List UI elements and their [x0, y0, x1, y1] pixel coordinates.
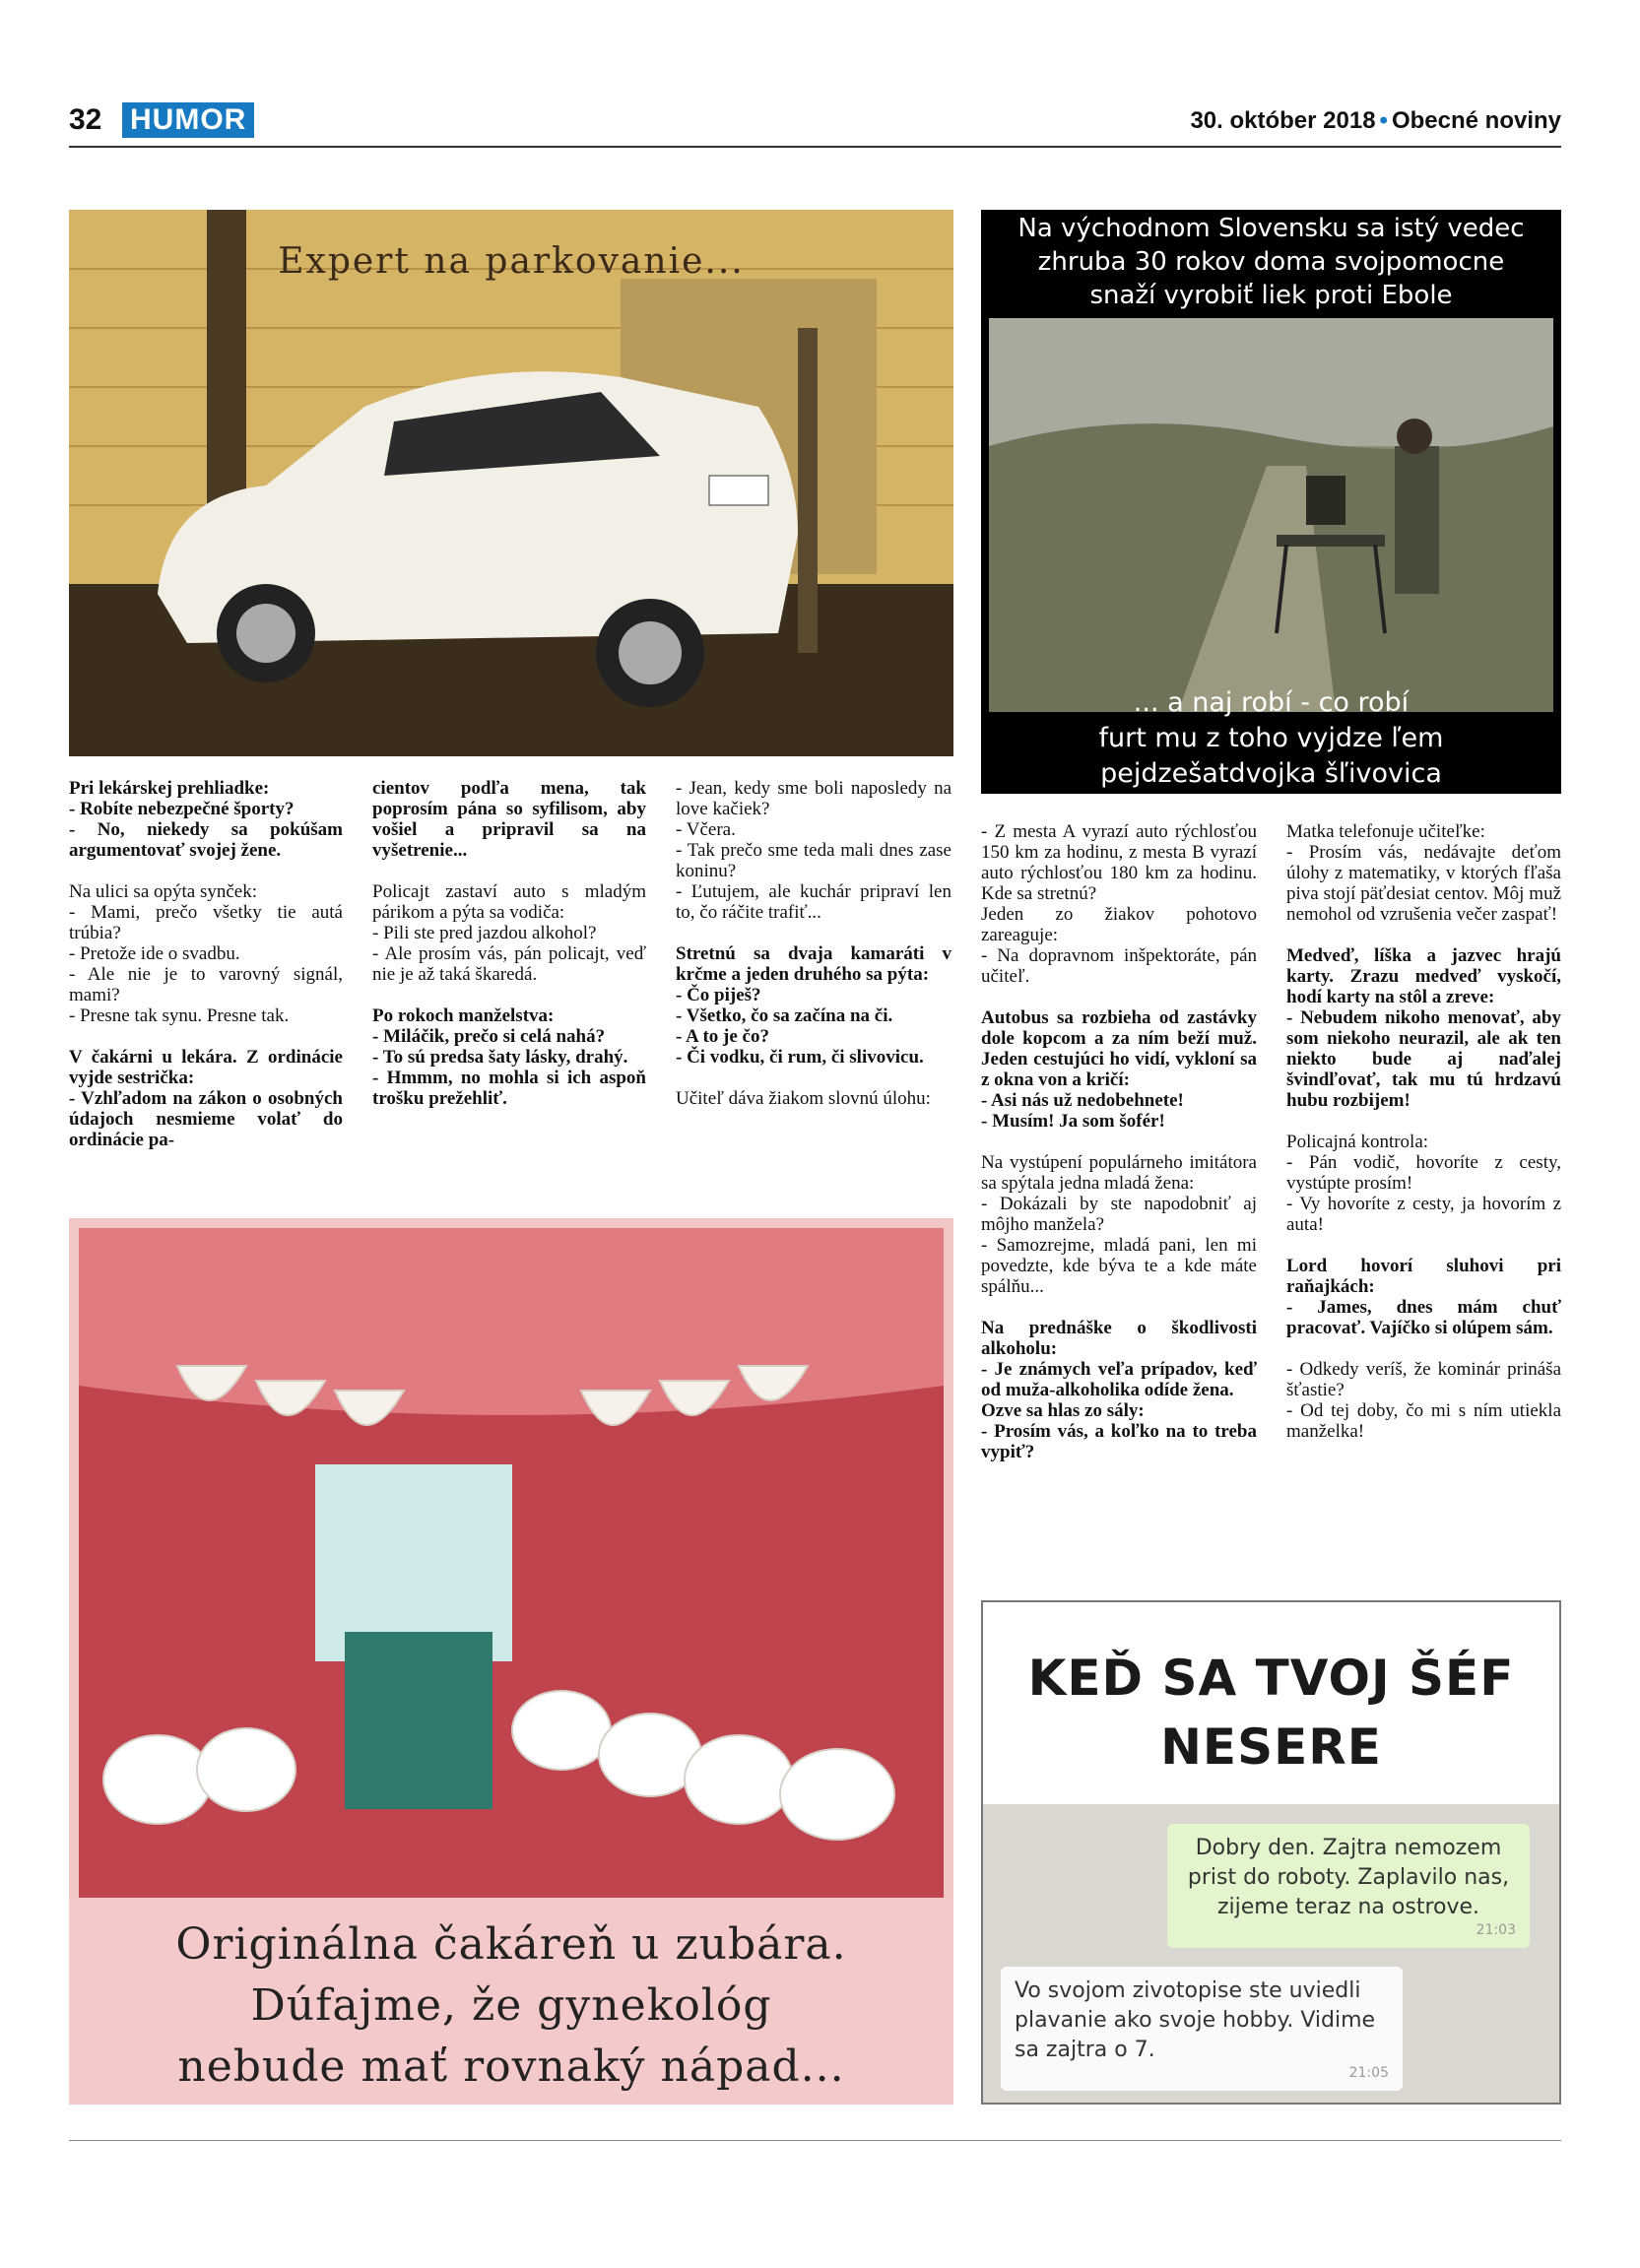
joke-line: - Včera. — [676, 819, 736, 840]
joke-title: Medveď, líška a jazvec hrajú karty. Zrazu medveď vyskočí, hodí karty na stôl a zreve: — [1286, 945, 1561, 1007]
ebola-caption-top-line: Na východnom Slovensku sa istý vedec — [1017, 214, 1525, 243]
parking-photo — [69, 210, 953, 756]
ebola-caption-top — [981, 212, 1561, 312]
joke — [69, 1047, 343, 1150]
issue-info — [1190, 106, 1561, 136]
joke-line: - Ľutujem, ale kuchár pripraví len to, čo ráčite trafiť... — [676, 881, 951, 923]
ebola-caption-bottom-line: furt mu z toho vyjdze ľem — [1098, 723, 1444, 753]
joke-line: - Vy hovoríte z cesty, ja hovorím z auta! — [1286, 1194, 1561, 1235]
joke-column-1 — [69, 778, 343, 1171]
joke — [1286, 1256, 1561, 1338]
joke-line: - Mami, prečo všetky tie autá trúbia? — [69, 902, 343, 943]
joke-title: Autobus sa rozbieha od zastávky dole kopcom a za ním beží muž. Jeden cestujúci ho vidí, vykloní sa z okna von a kričí: — [981, 1007, 1257, 1090]
joke-line: Matka telefonuje učiteľke: — [1286, 821, 1485, 842]
joke-line: - Pili ste pred jazdou alkohol? — [372, 923, 597, 943]
joke-line: Policajná kontrola: — [1286, 1132, 1429, 1152]
joke-title: Na prednáške o škodlivosti alkoholu: — [981, 1318, 1257, 1359]
page-number: 32 — [69, 103, 102, 136]
chat-message-received — [1001, 1967, 1403, 2091]
joke-line: Učiteľ dáva žiakom slovnú úlohu: — [676, 1088, 931, 1109]
joke-title: V čakárni u lekára. Z ordinácie vyjde sestrička: — [69, 1047, 343, 1088]
dentist-caption-line: Dúfajme, že gynekológ — [250, 1980, 772, 2031]
joke — [69, 778, 343, 861]
joke-title: Stretnú sa dvaja kamaráti v krčme a jeden druhého sa pýta: — [676, 943, 951, 985]
joke-line: - Ale nie je to varovný signál, mami? — [69, 964, 343, 1005]
header-rule — [69, 146, 1561, 148]
joke — [981, 821, 1257, 987]
joke — [69, 881, 343, 1026]
joke-line: Jeden zo žiakov pohotovo zareaguje: — [981, 904, 1257, 945]
joke — [372, 778, 646, 861]
joke — [1286, 1132, 1561, 1235]
boss-caption — [983, 1644, 1559, 1782]
parking-caption: Expert na parkovanie... — [278, 241, 745, 282]
chat-message-time: 21:05 — [1348, 2065, 1389, 2081]
joke-line: - Nebudem nikoho menovať, aby som niekoho neurazil, ale ak ten niekto bude aj naďalej švindľovať, tak mu tú hrdzavú hubu rozbijem! — [1286, 1007, 1561, 1111]
joke-line: - Z mesta A vyrazí auto rýchlosťou 150 km za hodinu, z mesta B vyrazí auto rýchlosťou 180 km za hodinu. Kde sa stretnú? — [981, 821, 1257, 904]
parking-illustration — [69, 210, 953, 756]
publication-name: Obecné noviny — [1391, 107, 1561, 134]
ebola-caption-top-line: zhruba 30 rokov doma svojpomocne — [1037, 247, 1505, 277]
joke-line: - Musím! Ja som šofér! — [981, 1111, 1165, 1132]
joke-title: Po rokoch manželstva: — [372, 1005, 555, 1026]
joke — [981, 1318, 1257, 1462]
joke-line: - Čo piješ? — [676, 985, 761, 1005]
joke-title: Pri lekárskej prehliadke: — [69, 778, 270, 799]
joke-line: - Samozrejme, mladá pani, len mi povedzte, kde býva te a kde máte spálňu... — [981, 1235, 1257, 1297]
joke — [676, 943, 951, 1068]
ebola-caption-top-line: snaží vyrobiť liek proti Ebole — [1089, 281, 1453, 310]
joke-line: - Prosím vás, a koľko na to treba vypiť? — [981, 1421, 1257, 1462]
joke-line: - Tak prečo sme teda mali dnes zase koninu? — [676, 840, 951, 881]
chat-message-time: 21:03 — [1476, 1922, 1516, 1938]
joke-line: - Pretože ide o svadbu. — [69, 943, 240, 964]
joke — [981, 1152, 1257, 1297]
joke-line: - Asi nás už nedobehnete! — [981, 1090, 1184, 1111]
joke-line: - Presne tak synu. Presne tak. — [69, 1005, 290, 1026]
joke — [1286, 821, 1561, 925]
joke-line: - No, niekedy sa pokúšam argumentovať svojej žene. — [69, 819, 343, 861]
joke-line: - Prosím vás, nedávajte deťom úlohy z matematiky, v ktorých fľaša piva stojí päťdesiat centov. Môj muž nemohol od vzrušenia večer zaspať! — [1286, 842, 1561, 925]
joke-line: - James, dnes mám chuť pracovať. Vajíčko si olúpem sám. — [1286, 1297, 1561, 1338]
joke — [676, 1088, 951, 1109]
joke-line: - Všetko, čo sa začína na či. — [676, 1005, 893, 1026]
chat-message-sent — [1167, 1824, 1530, 1948]
joke — [676, 778, 951, 923]
joke-line: Na vystúpení populárneho imitátora sa spýtala jedna mladá žena: — [981, 1152, 1257, 1194]
boss-caption-line: NESERE — [1160, 1718, 1382, 1776]
joke — [372, 881, 646, 985]
joke-line: - Ale prosím vás, pán policajt, veď nie je až taká škaredá. — [372, 943, 646, 985]
ebola-caption-bottom-line: ... a naj robí - co robí — [1133, 687, 1410, 718]
joke-line: - Jean, kedy sme boli naposledy na love kačiek? — [676, 778, 951, 819]
dentist-caption-line: Originálna čakáreň u zubára. — [175, 1919, 847, 1970]
joke-line: cientov podľa mena, tak poprosím pána so syfilisom, aby vošiel a pripravil sa na vyšetrenie... — [372, 778, 646, 861]
ebola-caption-bottom-line: pejdzešatdvojka šľivovica — [1100, 758, 1442, 789]
joke-title: Lord hovorí sluhovi pri raňajkách: — [1286, 1256, 1561, 1297]
joke-line: - Pán vodič, hovoríte z cesty, vystúpte prosím! — [1286, 1152, 1561, 1194]
joke-column-3 — [676, 778, 951, 1130]
boss-caption-line: KEĎ SA TVOJ ŠÉF — [1027, 1650, 1515, 1707]
joke-line: - Vzhľadom na zákon o osobných údajoch nesmieme volať do ordinácie pa- — [69, 1088, 343, 1150]
boss-chat-image — [981, 1600, 1561, 2105]
footer-rule — [69, 2140, 1561, 2141]
joke — [1286, 1359, 1561, 1442]
ebola-caption-bottom — [981, 685, 1561, 792]
ebola-photo — [981, 210, 1561, 794]
joke-line: - Hmmm, no mohla si ich aspoň trošku prežehliť. — [372, 1068, 646, 1109]
joke — [372, 1005, 646, 1109]
joke-line: - Robíte nebezpečné športy? — [69, 799, 295, 819]
issue-date: 30. október 2018 — [1190, 107, 1376, 134]
joke-line: - To sú predsa šaty lásky, drahý. — [372, 1047, 628, 1068]
joke-line: - A to je čo? — [676, 1026, 769, 1047]
joke-line: Na ulici sa opýta synček: — [69, 881, 258, 902]
joke-line: - Od tej doby, čo mi s ním utiekla manželka! — [1286, 1400, 1561, 1442]
joke-line: - Dokázali by ste napodobniť aj môjho manžela? — [981, 1194, 1257, 1235]
bullet-separator: • — [1379, 107, 1388, 134]
joke-line: - Či vodku, či rum, či slivovicu. — [676, 1047, 924, 1068]
joke-column-5 — [1286, 821, 1561, 1462]
section-label: HUMOR — [122, 102, 254, 138]
chat-screenshot — [983, 1804, 1559, 2103]
joke — [981, 1007, 1257, 1132]
joke-line: Ozve sa hlas zo sály: — [981, 1400, 1145, 1421]
dentist-caption — [69, 1914, 953, 2098]
chat-message-text: Vo svojom zivotopise ste uviedli plavanie ako svoje hobby. Vidime sa zajtra o 7. — [1015, 1978, 1376, 2062]
joke-column-2 — [372, 778, 646, 1130]
joke-line: - Odkedy veríš, že kominár prináša šťastie? — [1286, 1359, 1561, 1400]
joke-column-4 — [981, 821, 1257, 1483]
joke — [1286, 945, 1561, 1111]
joke-line: - Miláčik, prečo si celá nahá? — [372, 1026, 606, 1047]
joke-line: Policajt zastaví auto s mladým párikom a pýta sa vodiča: — [372, 881, 646, 923]
joke-line: - Je známych veľa prípadov, keď od muža-alkoholika odíde žena. — [981, 1359, 1257, 1400]
joke-line: - Na dopravnom inšpektoráte, pán učiteľ. — [981, 945, 1257, 987]
chat-message-text: Dobry den. Zajtra nemozem prist do roboty. Zaplavilo nas, zijeme teraz na ostrove. — [1187, 1836, 1510, 1919]
dentist-waiting-room-photo — [69, 1218, 953, 2105]
dentist-caption-line: nebude mať rovnaký nápad... — [177, 2041, 845, 2092]
